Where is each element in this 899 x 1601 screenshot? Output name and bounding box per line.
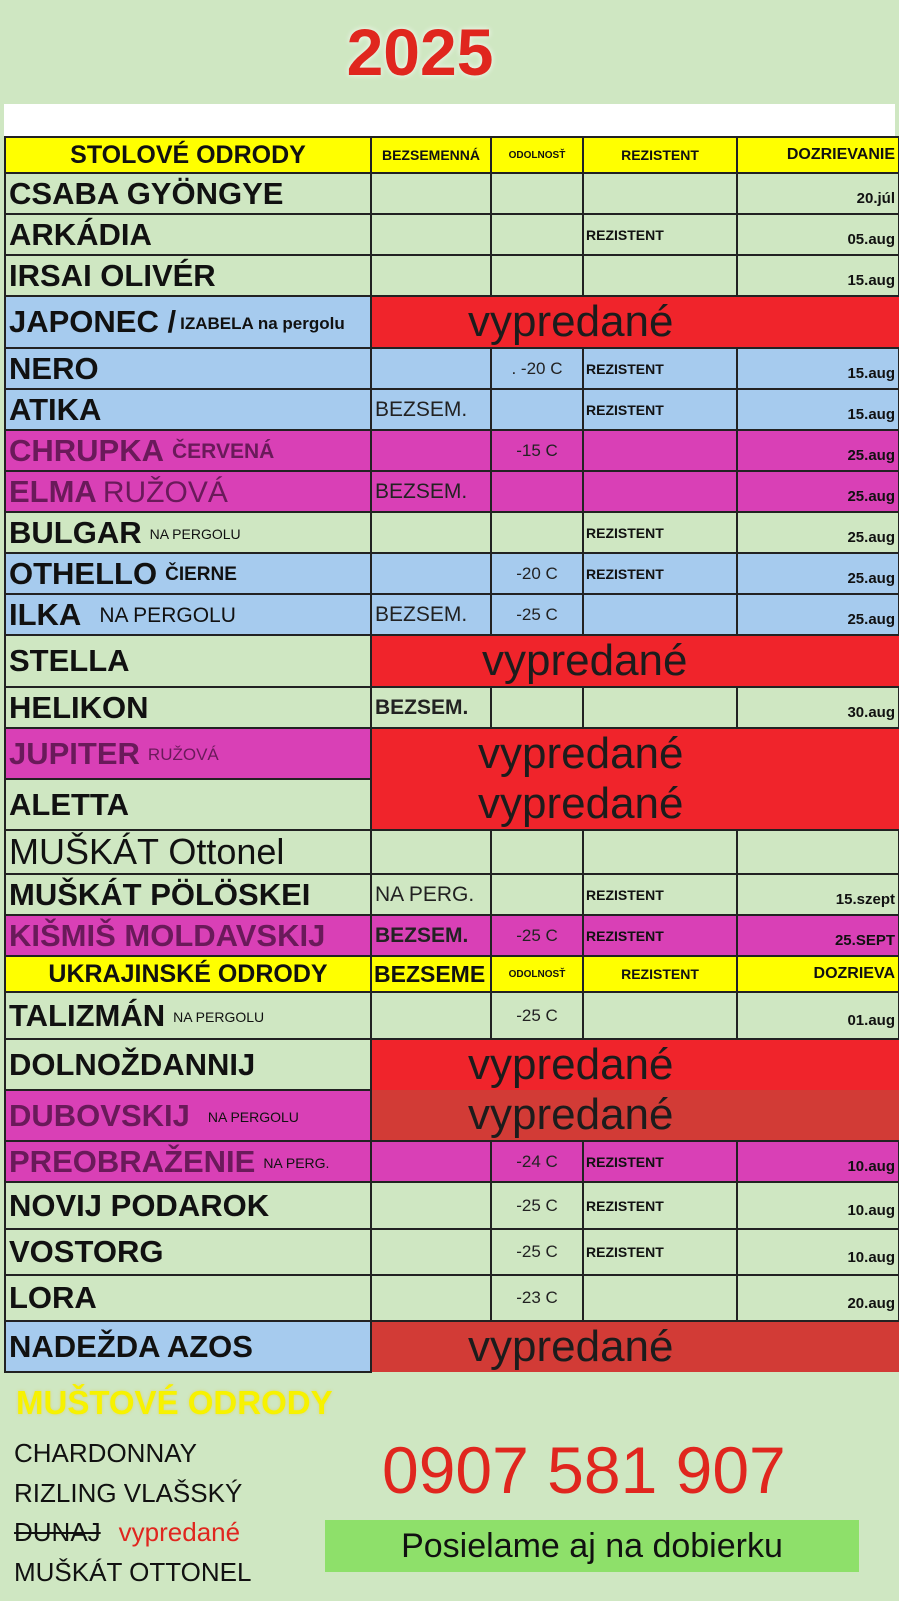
variety-name: HELIKON [5,687,371,728]
header-bezsem: BEZSEME [371,956,491,992]
dozrievanie-cell: 25.aug [737,553,899,594]
odolnost-cell: -20 C [491,553,583,594]
odolnost-cell [491,830,583,874]
bezsem-cell: BEZSEM. [371,389,491,430]
odolnost-cell: -25 C [491,594,583,635]
table-row [5,1090,899,1141]
table-row [5,594,899,635]
variety-name: VOSTORG [5,1229,371,1275]
rezistent-cell [583,471,737,512]
bezsem-cell [371,512,491,553]
must-item [14,1517,240,1548]
rezistent-cell: REZISTENT [583,1182,737,1229]
rezistent-cell [583,430,737,471]
odolnost-cell: -25 C [491,915,583,956]
dozrievanie-cell: 25.aug [737,594,899,635]
bezsem-cell [371,1275,491,1321]
variety-name: ATIKA [5,389,371,430]
rezistent-cell: REZISTENT [583,874,737,915]
header-dozrievanie: DOZRIEVANIE [737,137,899,173]
dozrievanie-cell: 20.júl [737,173,899,214]
table-row [5,430,899,471]
table-row [5,553,899,594]
variety-name: ARKÁDIA [5,214,371,255]
variety-name: BULGAR NA PERGOLU [5,512,371,553]
sold-out-banner: vypredané [371,1321,899,1372]
dozrievanie-cell: 25.aug [737,512,899,553]
bezsem-cell [371,830,491,874]
bezsem-cell [371,430,491,471]
variety-name: KIŠMIŠ MOLDAVSKIJ [5,915,371,956]
table-row [5,992,899,1039]
variety-name: ELMA RUŽOVÁ [5,471,371,512]
bezsem-cell: BEZSEM. [371,594,491,635]
odolnost-cell [491,255,583,296]
variety-name: ILKA NA PERGOLU [5,594,371,635]
variety-name: ALETTA [5,779,371,830]
odolnost-cell [491,214,583,255]
bezsem-cell [371,1141,491,1182]
must-varieties-title: MUŠTOVÉ ODRODY [16,1384,333,1421]
odolnost-cell [491,874,583,915]
header-name: STOLOVÉ ODRODY [5,137,371,173]
dozrievanie-cell: 20.aug [737,1275,899,1321]
bezsem-cell [371,1229,491,1275]
variety-note: ČIERNE [165,564,237,586]
sold-out-banner: vypredané [371,779,899,830]
must-item: CHARDONNAY [14,1438,197,1468]
bezsem-cell [371,214,491,255]
variety-name: PREOBRAŽENIE NA PERG. [5,1141,371,1182]
table-row [5,471,899,512]
variety-name: JUPITER RUŽOVÁ [5,728,371,779]
variety-note: NA PERGOLU [99,604,236,628]
sold-out-label: vypredané [118,1517,241,1547]
variety-note: NA PERGOLU [207,1109,299,1126]
odolnost-cell [491,389,583,430]
odolnost-cell: -25 C [491,1229,583,1275]
header-odolnost: ODOLNOSŤ [491,137,583,173]
variety-name: NADEŽDA AZOS [5,1321,371,1372]
rezistent-cell [583,255,737,296]
table-row [5,296,899,348]
rezistent-cell: REZISTENT [583,348,737,389]
header-rezistent: REZISTENT [583,137,737,173]
grape-varieties-table [4,136,899,1373]
phone-number: 0907 581 907 [382,1433,786,1507]
odolnost-cell: -23 C [491,1275,583,1321]
odolnost-cell: -25 C [491,992,583,1039]
dozrievanie-cell: 01.aug [737,992,899,1039]
dozrievanie-cell: 30.aug [737,687,899,728]
rezistent-cell: REZISTENT [583,1141,737,1182]
variety-name: OTHELLO ČIERNE [5,553,371,594]
table-row [5,830,899,874]
table-row [5,1275,899,1321]
bezsem-cell [371,348,491,389]
bezsem-cell [371,173,491,214]
dozrievanie-cell: 25.aug [737,471,899,512]
table-row [5,348,899,389]
rezistent-cell: REZISTENT [583,389,737,430]
variety-name: LORA [5,1275,371,1321]
header-odolnost: ODOLNOSŤ [491,956,583,992]
variety-name: DOLNOŽDANNIJ [5,1039,371,1090]
variety-note: NA PERGOLU [149,526,241,543]
year-title: 2025 [346,15,494,89]
sold-out-banner: vypredané [371,728,899,779]
table-row [5,389,899,430]
dozrievanie-cell: 15.aug [737,348,899,389]
rezistent-cell [583,830,737,874]
variety-name: DUBOVSKIJ NA PERGOLU [5,1090,371,1141]
table-row [5,255,899,296]
variety-name: IRSAI OLIVÉR [5,255,371,296]
sold-out-banner: vypredané [371,635,899,687]
variety-name: CSABA GYÖNGYE [5,173,371,214]
sold-out-banner: vypredané [371,1090,899,1141]
odolnost-cell: . -20 C [491,348,583,389]
rezistent-cell [583,1275,737,1321]
variety-note: NA PERGOLU [173,1009,265,1026]
must-item: RIZLING VLAŠSKÝ [14,1478,243,1508]
dozrievanie-cell: 25.SEPT [737,915,899,956]
header-bezsem: BEZSEMENNÁ [371,137,491,173]
variety-name: STELLA [5,635,371,687]
variety-name: CHRUPKA ČERVENÁ [5,430,371,471]
rezistent-cell: REZISTENT [583,214,737,255]
odolnost-cell [491,471,583,512]
header-dozrievanie: DOZRIEVA [737,956,899,992]
header-name: UKRAJINSKÉ ODRODY [5,956,371,992]
variety-name: TALIZMÁN NA PERGOLU [5,992,371,1039]
variety-note: RUŽOVÁ [102,475,228,509]
bezsem-cell: BEZSEM. [371,471,491,512]
dozrievanie-cell: 05.aug [737,214,899,255]
odolnost-cell: -15 C [491,430,583,471]
variety-note: IZABELA na pergolu [180,313,345,333]
dozrievanie-cell: 25.aug [737,430,899,471]
header-row-ukrajinske [5,956,899,992]
must-item-name: DUNAJ [14,1517,101,1547]
table-row [5,779,899,830]
dozrievanie-cell: 15.aug [737,389,899,430]
bezsem-cell [371,992,491,1039]
table-row [5,1039,899,1090]
odolnost-cell [491,512,583,553]
rezistent-cell: REZISTENT [583,915,737,956]
sold-out-banner: vypredané [371,1039,899,1090]
dozrievanie-cell: 10.aug [737,1229,899,1275]
table-row [5,874,899,915]
table-row [5,1141,899,1182]
bezsem-cell: BEZSEM. [371,915,491,956]
table-row [5,915,899,956]
bezsem-cell: NA PERG. [371,874,491,915]
rezistent-cell: REZISTENT [583,512,737,553]
header-row-stolove [5,137,899,173]
rezistent-cell [583,992,737,1039]
rezistent-cell [583,173,737,214]
table-row [5,1229,899,1275]
dozrievanie-cell: 15.aug [737,255,899,296]
table-row [5,1182,899,1229]
odolnost-cell: -25 C [491,1182,583,1229]
odolnost-cell [491,687,583,728]
bezsem-cell: BEZSEM. [371,687,491,728]
dozrievanie-cell [737,830,899,874]
table-row [5,214,899,255]
odolnost-cell: -24 C [491,1141,583,1182]
dozrievanie-cell: 10.aug [737,1141,899,1182]
must-item: MUŠKÁT OTTONEL [14,1557,252,1587]
variety-note: ČERVENÁ [172,440,275,464]
variety-name: JAPONEC / IZABELA na pergolu [5,296,371,348]
dozrievanie-cell: 10.aug [737,1182,899,1229]
table-row [5,512,899,553]
sold-out-banner: vypredané [371,296,899,348]
table-row [5,728,899,779]
rezistent-cell: REZISTENT [583,553,737,594]
rezistent-cell [583,594,737,635]
table-row [5,687,899,728]
table-row [5,635,899,687]
variety-name: NOVIJ PODAROK [5,1182,371,1229]
dozrievanie-cell: 15.szept [737,874,899,915]
header-rezistent: REZISTENT [583,956,737,992]
variety-name: NERO [5,348,371,389]
rezistent-cell: REZISTENT [583,1229,737,1275]
variety-note: RUŽOVÁ [147,745,219,765]
table-row [5,1321,899,1372]
table-row [5,173,899,214]
variety-name: MUŠKÁT PÖLÖSKEI [5,874,371,915]
variety-name: MUŠKÁT Ottonel [5,830,371,874]
rezistent-cell [583,687,737,728]
bezsem-cell [371,553,491,594]
variety-note: NA PERG. [263,1155,330,1172]
bezsem-cell [371,1182,491,1229]
shipping-note: Posielame aj na dobierku [325,1520,859,1572]
odolnost-cell [491,173,583,214]
bezsem-cell [371,255,491,296]
